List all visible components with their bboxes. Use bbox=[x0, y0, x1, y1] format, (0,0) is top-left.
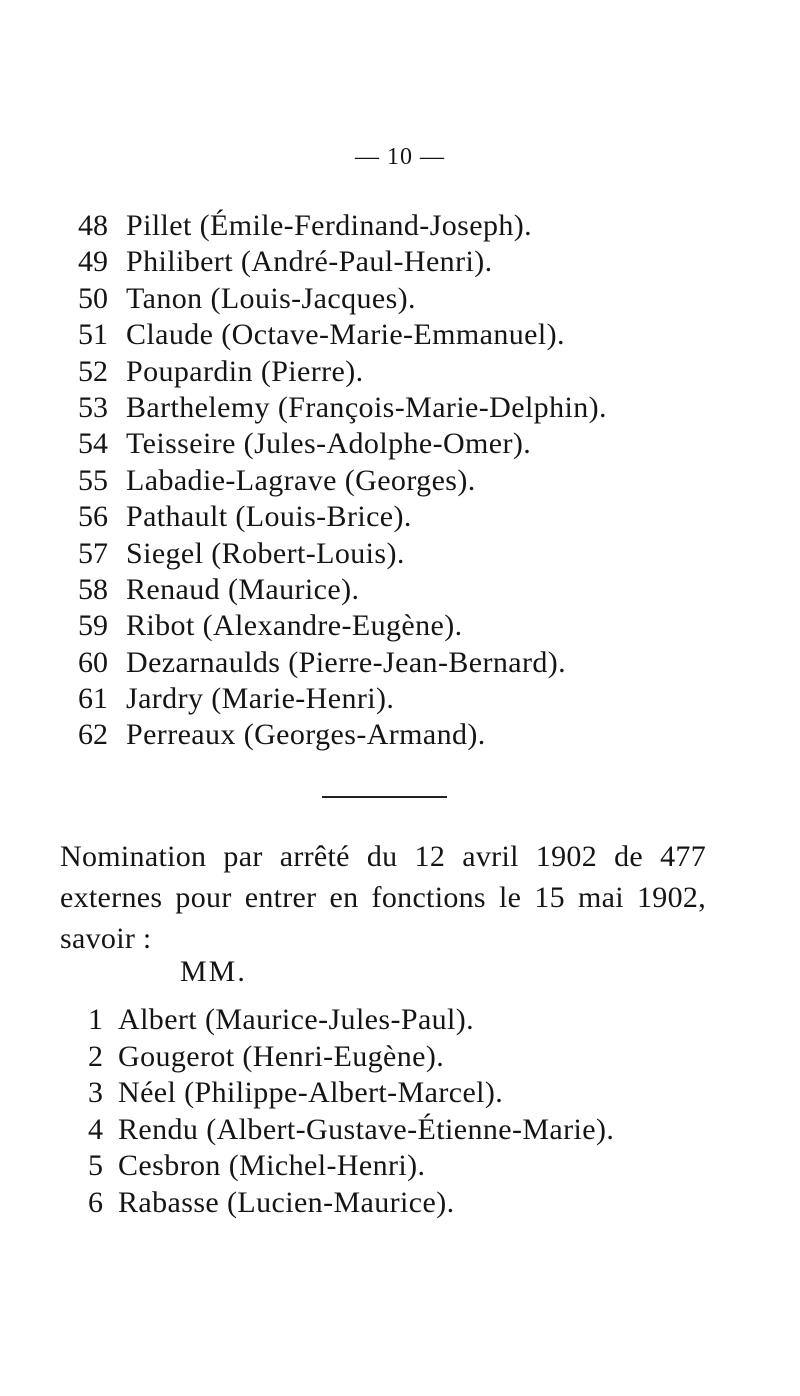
entry-name: Jardry (Marie-Henri). bbox=[126, 682, 395, 716]
entry-name: Gougerot (Henri-Eugène). bbox=[118, 1039, 445, 1073]
list-item bbox=[78, 536, 607, 572]
entry-number: 60 bbox=[78, 645, 108, 679]
entry-number: 57 bbox=[78, 536, 108, 570]
entry-number: 2 bbox=[88, 1039, 103, 1073]
entry-number: 4 bbox=[88, 1112, 103, 1146]
list-item bbox=[88, 1148, 614, 1185]
list-item bbox=[78, 208, 607, 244]
list-item bbox=[78, 244, 607, 280]
entry-number: 54 bbox=[78, 427, 108, 461]
intern-list-continued bbox=[78, 208, 607, 754]
entry-name: Rabasse (Lucien-Maurice). bbox=[118, 1185, 455, 1219]
entry-number: 1 bbox=[88, 1003, 103, 1036]
entry-name: Tanon (Louis-Jacques). bbox=[126, 281, 416, 315]
list-item bbox=[78, 572, 607, 608]
entry-name: Perreaux (Georges-Armand). bbox=[126, 718, 486, 752]
entry-number: 62 bbox=[78, 718, 108, 752]
entry-number: 3 bbox=[88, 1076, 103, 1110]
entry-number: 6 bbox=[88, 1185, 103, 1219]
entry-name: Philibert (André-Paul-Henri). bbox=[126, 245, 493, 279]
entry-name: Poupardin (Pierre). bbox=[126, 354, 364, 388]
extern-list bbox=[88, 1002, 614, 1222]
entry-number: 59 bbox=[78, 609, 108, 643]
list-item bbox=[78, 354, 607, 390]
entry-name: Pathault (Louis-Brice). bbox=[126, 500, 412, 534]
list-item bbox=[88, 1185, 614, 1222]
entry-number: 50 bbox=[78, 281, 108, 315]
entry-number: 53 bbox=[78, 390, 108, 424]
entry-name: Labadie-Lagrave (Georges). bbox=[126, 463, 476, 497]
entry-name: Rendu (Albert-Gustave-Étienne-Marie). bbox=[118, 1112, 615, 1146]
list-item bbox=[78, 463, 607, 499]
list-item bbox=[78, 645, 607, 681]
entry-name: Néel (Philippe-Albert-Marcel). bbox=[118, 1076, 504, 1110]
entry-name: Claude (Octave-Marie-Emmanuel). bbox=[126, 318, 565, 352]
list-item bbox=[78, 608, 607, 644]
section-divider bbox=[322, 796, 447, 798]
entry-name: Pillet (Émile-Ferdinand-Joseph). bbox=[126, 209, 533, 242]
list-item bbox=[88, 1002, 614, 1039]
entry-number: 55 bbox=[78, 463, 108, 497]
list-item bbox=[78, 390, 607, 426]
mm-label: MM. bbox=[180, 955, 247, 988]
page-number: — 10 — bbox=[355, 144, 445, 170]
nomination-paragraph: Nomination par arrêté du 12 avril 1902 de 477 externes pour entrer en fonctions le 15 mai 1902, savoir : bbox=[60, 840, 706, 955]
entry-number: 51 bbox=[78, 318, 108, 352]
entry-name: Cesbron (Michel-Henri). bbox=[118, 1149, 426, 1183]
entry-number: 56 bbox=[78, 500, 108, 534]
entry-name: Siegel (Robert-Louis). bbox=[126, 536, 405, 570]
entry-number: 61 bbox=[78, 682, 108, 716]
list-item bbox=[78, 281, 607, 317]
entry-name: Dezarnaulds (Pierre-Jean-Bernard). bbox=[126, 645, 567, 679]
entry-name: Barthelemy (François-Marie-Delphin). bbox=[126, 390, 607, 424]
entry-name: Albert (Maurice-Jules-Paul). bbox=[118, 1003, 475, 1036]
entry-name: Ribot (Alexandre-Eugène). bbox=[126, 609, 463, 643]
list-item bbox=[88, 1039, 614, 1076]
entry-number: 5 bbox=[88, 1149, 103, 1183]
entry-name: Teisseire (Jules-Adolphe-Omer). bbox=[126, 427, 532, 461]
list-item bbox=[78, 426, 607, 462]
entry-number: 48 bbox=[78, 209, 108, 242]
list-item bbox=[78, 681, 607, 717]
list-item bbox=[88, 1112, 614, 1149]
entry-number: 52 bbox=[78, 354, 108, 388]
list-item bbox=[78, 499, 607, 535]
list-item bbox=[88, 1075, 614, 1112]
entry-number: 49 bbox=[78, 245, 108, 279]
entry-number: 58 bbox=[78, 572, 108, 606]
entry-name: Renaud (Maurice). bbox=[126, 572, 360, 606]
list-item bbox=[78, 317, 607, 353]
list-item bbox=[78, 717, 607, 753]
